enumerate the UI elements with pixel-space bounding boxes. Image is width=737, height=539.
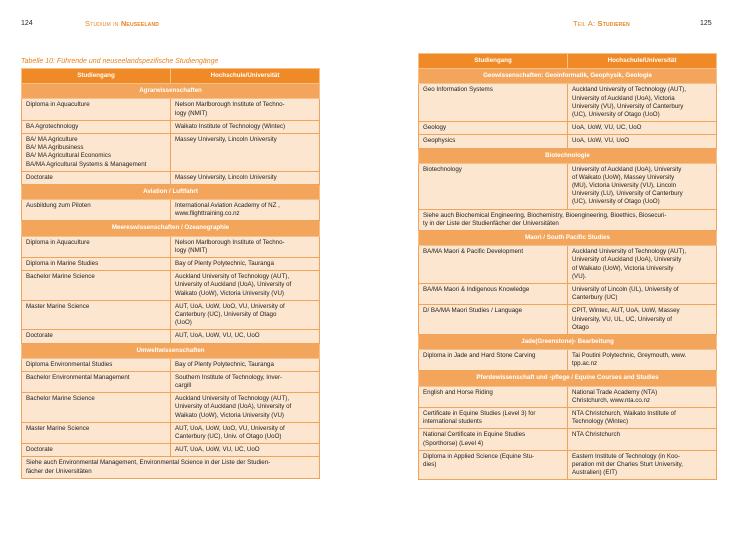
institution-cell: Nelson Marlborough Institute of Techno- logy (NMIT) [171,236,320,257]
column-header-studiengang: Studiengang [419,54,568,69]
table-row [22,393,320,423]
table-row [22,200,320,221]
course-cell: Biotechnology [419,163,568,209]
course-cell: Bachelor Marine Science [22,271,171,301]
table-row [419,386,717,407]
table-row [419,450,717,480]
running-head-bold: Neuseeland [120,19,160,28]
table-row [22,358,320,371]
table-row [419,283,717,304]
running-head-bold: Studieren [597,19,630,28]
institution-cell: NTA Christchurch, Waikato Institute of Technology (Wintec) [568,408,717,429]
course-cell: Geophysics [419,135,568,148]
institution-cell: UoA, UoW, VU, UC, UoO [568,122,717,135]
section-row [419,371,717,386]
section-note: Siehe auch Environmental Management, Environmental Science in der Liste der Studien- fächer der Universitäten [22,457,320,478]
table-row [22,120,320,133]
section-row [419,69,717,84]
section-title: Geowissenschaften: Geoinformatik, Geophysik, Geologie [419,69,717,84]
institution-cell: AUT, UoA, UoW, VU, UC, UoO [171,330,320,343]
institution-cell: UoA, UoW, VU, UoO [568,135,717,148]
course-cell: Certificate in Equine Studies (Level 3) for international students [419,408,568,429]
institution-cell: Auckland University of Technology (AUT), University of Auckland (UoA), Victoria University (VU), University of Canterbury (UC), University of Otago (UoO) [568,84,717,122]
section-row [419,231,717,246]
section-title: Agrarwissenschaften [22,84,320,99]
left-page [0,0,368,539]
table-row [22,300,320,330]
table-row [419,350,717,371]
institution-cell: Auckland University of Technology (AUT), University of Auckland (UoA), University of Waikato (UoW), Victoria University (VU). [568,246,717,284]
table-row [22,330,320,343]
institution-cell: Eastern Institute of Technology (in Koo- peration mit der Charles Sturt University, Australien) (EIT) [568,450,717,480]
course-cell: BA/ MA Agriculture BA/ MA Agribusiness BA/ MA Agricultural Economics BA/MA Agricultural Systems & Management [22,133,171,171]
course-cell: Geo Information Systems [419,84,568,122]
section-title: Pferdewissenschaft und -pflege / Equine Courses and Studies [419,371,717,386]
course-cell: Diploma in Applied Science (Equine Stu- dies) [419,450,568,480]
section-row [22,84,320,99]
institution-cell: AUT, UoA, UoW, VU, UC, UoO [171,444,320,457]
institution-cell: National Trade Academy (NTA) Christchurch, www.nta.co.nz [568,386,717,407]
section-title: Meereswissenschaften / Ozeanographie [22,221,320,236]
course-cell: Bachelor Marine Science [22,393,171,423]
table-row [22,271,320,301]
institution-cell: Southern Institute of Technology, Inver- cargill [171,371,320,392]
institution-cell: Auckland University of Technology (AUT), University of Auckland (UoA), University of Waikato (UoW), Victoria University (VU) [171,271,320,301]
course-cell: BA Agrotechnology [22,120,171,133]
institution-cell: Massey University, Lincoln University [171,133,320,171]
running-head [573,19,630,28]
institution-cell: Bay of Plenty Polytechnic, Tauranga [171,358,320,371]
course-cell: D/ BA/MA Maori Studies / Language [419,305,568,335]
section-row [419,148,717,163]
table-row [22,236,320,257]
table-row [419,135,717,148]
table-row [22,133,320,171]
section-title: Jade(Greenstone)- Bearbeitung [419,334,717,349]
institution-cell: Waikato Institute of Technology (Wintec) [171,120,320,133]
study-table-left [21,68,320,479]
course-cell: BA/MA Maori & Indigenous Knowledge [419,283,568,304]
table-row [419,305,717,335]
institution-cell: Bay of Plenty Polytechnic, Tauranga [171,258,320,271]
institution-cell: International Aviation Academy of NZ , www.flighttraining.co.nz [171,200,320,221]
section-title: Umweltwissenschaften [22,343,320,358]
table-row [22,171,320,184]
table-row [419,163,717,209]
column-header-hochschule: Hochschule/Universität [568,54,717,69]
course-cell: Diploma in Aquaculture [22,99,171,120]
course-cell: Master Marine Science [22,300,171,330]
running-head [85,19,159,28]
section-row [22,184,320,199]
note-row [22,457,320,478]
table-row [22,258,320,271]
running-head-light: Studium in [85,19,121,28]
section-title: Maori / South Pacific Studies [419,231,717,246]
table-row [22,99,320,120]
header-row [419,54,717,69]
table-row [419,84,717,122]
section-title: Biotechnologie [419,148,717,163]
table-row [419,122,717,135]
course-cell: Ausbildung zum Piloten [22,200,171,221]
course-cell: Diploma Environmental Studies [22,358,171,371]
institution-cell: CPIT, Wintec, AUT, UoA, UoW, Massey University, VU, UL, UC, University of Otago [568,305,717,335]
right-page [369,0,737,539]
course-cell: National Certificate in Equine Studies (Sporthorse) (Level 4) [419,429,568,450]
page-number: 125 [700,20,712,27]
institution-cell: AUT, UoA, UoW, UoO, VU, University of Canterbury (UC), Univ. of Otago (UoO) [171,422,320,443]
institution-cell: University of Auckland (UoA), University of Waikato (UoW), Massey University (MU), Victoria University (VU), Lincoln University (LU), University of Canterbury (UC), University of Otago (UoO) [568,163,717,209]
institution-cell: Tai Poutini Polytechnic, Greymouth, www. tpp.ac.nz [568,350,717,371]
institution-cell: AUT, UoA, UoW, UoO, VU, University of Canterbury (UC), University of Otago (UoO) [171,300,320,330]
column-header-hochschule: Hochschule/Universität [171,69,320,84]
institution-cell: Auckland University of Technology (AUT), University of Auckland (UoA), University of Waikato (UoW), Victoria University (VU) [171,393,320,423]
course-cell: Doctorate [22,444,171,457]
section-note: Siehe auch Biochemical Engineering, Biochemistry, Bioengineering, Bioethics, Biosecuri- ty in der Liste der Studienfächer der Universitäten [419,209,717,230]
course-cell: Diploma in Marine Studies [22,258,171,271]
note-row [419,209,717,230]
institution-cell: Nelson Marlborough Institute of Techno- logy (NMIT) [171,99,320,120]
course-cell: BA/MA Maori & Pacific Development [419,246,568,284]
course-cell: Diploma in Aquaculture [22,236,171,257]
section-title: Aviation / Luftfahrt [22,184,320,199]
institution-cell: NTA Christchurch [568,429,717,450]
course-cell: Master Marine Science [22,422,171,443]
course-cell: English and Horse Riding [419,386,568,407]
header-row [22,69,320,84]
table-row [22,371,320,392]
course-cell: Bachelor Environmental Management [22,371,171,392]
table-row [22,444,320,457]
course-cell: Diploma in Jade and Hard Stone Carving [419,350,568,371]
table-row [419,408,717,429]
table-row [419,246,717,284]
page-number: 124 [21,20,33,27]
course-cell: Doctorate [22,171,171,184]
course-cell: Doctorate [22,330,171,343]
table-row [22,422,320,443]
table-row [419,429,717,450]
section-row [22,221,320,236]
study-table-right [418,53,717,480]
column-header-studiengang: Studiengang [22,69,171,84]
running-head-light: Teil A: [573,19,598,28]
course-cell: Geology [419,122,568,135]
table-caption: Tabelle 10: Führende und neuseelandspezifische Studiengänge [21,58,219,65]
institution-cell: University of Lincoln (UL), University of Canterbury (UC) [568,283,717,304]
section-row [22,343,320,358]
section-row [419,334,717,349]
institution-cell: Massey University, Lincoln University [171,171,320,184]
